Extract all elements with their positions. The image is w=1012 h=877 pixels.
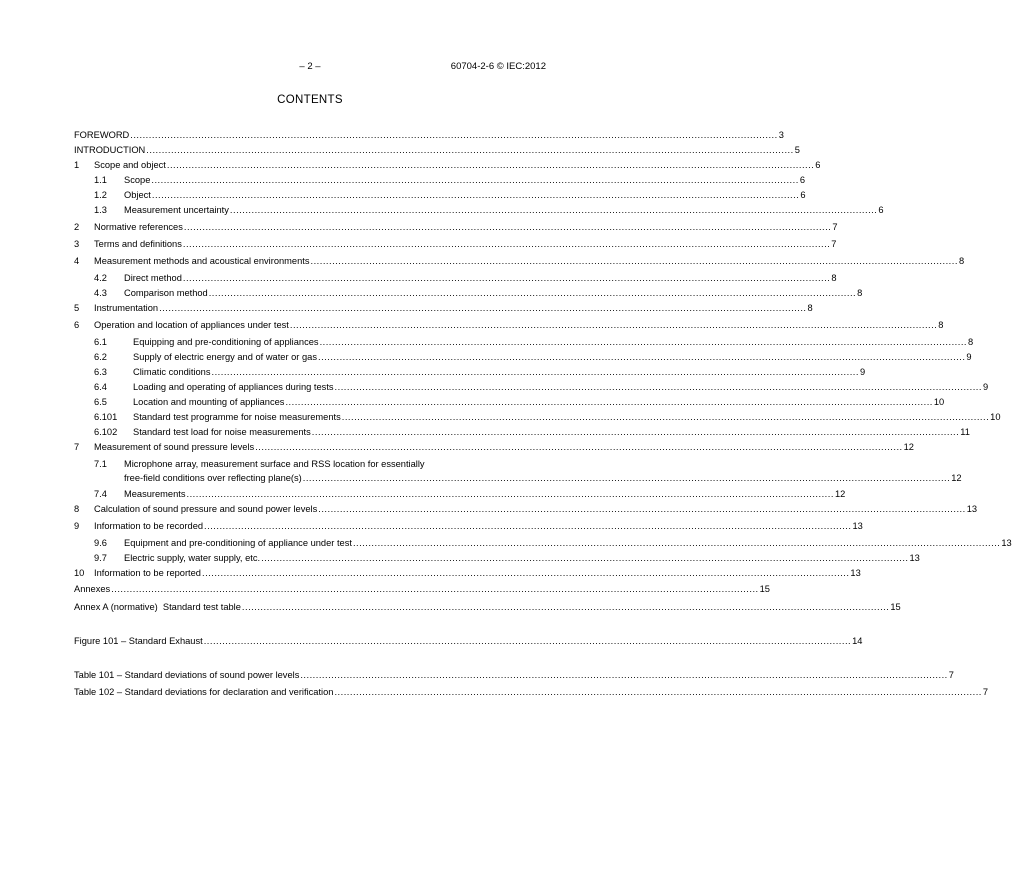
toc-page: 12 — [951, 473, 962, 483]
toc-page: 7 — [831, 239, 837, 249]
toc-text: Standard test load for noise measurements — [133, 427, 311, 437]
toc-text: Equipment and pre-conditioning of appliance under test — [124, 538, 352, 548]
toc-entry-table-102[interactable] — [74, 685, 989, 700]
toc-leader: .................................................................................................................................................................................................................. — [311, 427, 960, 437]
toc-text: Measurement uncertainty — [124, 205, 229, 215]
toc-leader: .................................................................................................................................................................................................................. — [203, 636, 852, 646]
toc-text: Climatic conditions — [133, 367, 211, 377]
toc-page: 8 — [831, 273, 837, 283]
toc-text: Loading and operating of appliances during tests — [133, 382, 334, 392]
toc-number: 6.102 — [94, 427, 118, 437]
toc-entry-table-101[interactable] — [74, 668, 954, 683]
toc-text: Normative references — [94, 222, 183, 232]
toc-text: Object — [124, 190, 151, 200]
toc-number: 6.101 — [94, 412, 118, 422]
toc-text: Figure 101 – Standard Exhaust — [74, 636, 203, 646]
toc-page: 12 — [834, 489, 846, 499]
toc-entry-foreword[interactable] — [74, 128, 784, 143]
toc-number: 6.2 — [94, 352, 107, 362]
toc-leader: .................................................................................................................................................................................................................. — [334, 687, 982, 697]
toc-number: 4 — [74, 256, 80, 266]
toc-page: 13 — [852, 521, 863, 531]
toc-text: Comparison method — [124, 288, 208, 298]
toc-number: 6.4 — [94, 382, 107, 392]
toc-text: Information to be reported — [94, 568, 201, 578]
toc-leader: .................................................................................................................................................................................................................. — [211, 367, 859, 377]
toc-text: Supply of electric energy and of water or gas — [133, 352, 317, 362]
toc-text: Measurement of sound pressure levels — [94, 442, 255, 452]
toc-leader: .................................................................................................................................................................................................................. — [300, 670, 948, 680]
toc-leader: .................................................................................................................................................................................................................. — [229, 205, 878, 215]
toc-text: Annexes — [74, 584, 111, 594]
toc-leader: .................................................................................................................................................................................................................. — [255, 442, 903, 452]
toc-entry-4-3[interactable] — [74, 286, 863, 301]
toc-entry-2[interactable] — [74, 220, 838, 235]
toc-page: 13 — [850, 568, 861, 578]
toc-entry-5[interactable] — [74, 301, 813, 316]
toc-leader: .................................................................................................................................................................................................................. — [146, 145, 794, 155]
toc-leader: .................................................................................................................................................................................................................. — [285, 397, 933, 407]
toc-entry-6-3[interactable] — [74, 365, 866, 380]
toc-entry-1-3[interactable] — [74, 203, 884, 218]
toc-page: 14 — [852, 636, 863, 646]
toc-entry-annexes[interactable] — [74, 582, 770, 597]
toc-leader: .................................................................................................................................................................................................................. — [159, 303, 807, 313]
toc-text: Scope and object — [94, 160, 166, 170]
toc-text: Equipping and pre-conditioning of appliances — [133, 337, 319, 347]
toc-number: 4.3 — [94, 288, 107, 298]
toc-text: Table 101 – Standard deviations of sound power levels — [74, 670, 300, 680]
toc-page: 3 — [778, 130, 784, 140]
toc-number: 1.3 — [94, 205, 107, 215]
toc-number: 8 — [74, 504, 80, 514]
toc-entry-6-4[interactable] — [74, 380, 989, 395]
toc-page: 6 — [878, 205, 884, 215]
toc-page: 8 — [968, 337, 974, 347]
toc-leader: .................................................................................................................................................................................................................. — [352, 538, 1001, 548]
toc-entry-8[interactable] — [74, 502, 978, 517]
toc-text: Annex A (normative) Standard test table — [74, 602, 241, 612]
toc-entry-figure-101[interactable] — [74, 634, 863, 649]
toc-page: 12 — [903, 442, 914, 452]
toc-entry-1[interactable] — [74, 158, 821, 173]
toc-text: Location and mounting of appliances — [133, 397, 285, 407]
toc-entry-1-1[interactable] — [74, 173, 805, 188]
toc-page: 9 — [859, 367, 866, 377]
toc-page: 6 — [800, 190, 806, 200]
page-number: – 2 – — [299, 61, 321, 72]
toc-leader: .................................................................................................................................................................................................................. — [201, 568, 850, 578]
toc-leader: .................................................................................................................................................................................................................. — [151, 175, 799, 185]
toc-leader: .................................................................................................................................................................................................................. — [182, 273, 831, 283]
toc-number: 4.2 — [94, 273, 107, 283]
toc-page: 10 — [990, 412, 1001, 422]
toc-page: 8 — [807, 303, 813, 313]
toc-entry-9[interactable] — [74, 519, 863, 534]
toc-entry-7-4[interactable] — [74, 487, 846, 502]
toc-number: 6.3 — [94, 367, 107, 377]
toc-number: 9.7 — [94, 553, 107, 563]
toc-leader: .................................................................................................................................................................................................................. — [261, 553, 909, 563]
toc-page: 13 — [966, 504, 978, 514]
toc-page: 10 — [933, 397, 945, 407]
toc-text: Terms and definitions — [94, 239, 182, 249]
toc-page: 9 — [966, 352, 972, 362]
toc-entry-6[interactable] — [74, 318, 944, 333]
toc-leader: .................................................................................................................................................................................................................. — [183, 222, 832, 232]
toc-number: 1 — [74, 160, 80, 170]
toc-entry-7-1[interactable] — [74, 457, 962, 485]
toc-leader: .................................................................................................................................................................................................................. — [130, 130, 778, 140]
toc-leader: .................................................................................................................................................................................................................. — [334, 382, 982, 392]
toc-entry-3[interactable] — [74, 237, 837, 252]
toc-entry-4-2[interactable] — [74, 271, 837, 286]
toc-number: 7 — [74, 442, 80, 452]
toc-leader: .................................................................................................................................................................................................................. — [204, 521, 852, 531]
toc-number: 9 — [74, 521, 80, 531]
toc-text-line2 — [124, 472, 962, 485]
toc-number: 2 — [74, 222, 80, 232]
toc-entry-1-2[interactable] — [74, 188, 806, 203]
toc-entry-10[interactable] — [74, 566, 861, 581]
toc-page: 8 — [958, 256, 965, 266]
toc-text: Standard test programme for noise measurements — [133, 412, 341, 422]
toc-leader: .................................................................................................................................................................................................................. — [319, 337, 967, 347]
toc-leader: .................................................................................................................................................................................................................. — [186, 489, 834, 499]
page-title: CONTENTS — [277, 94, 343, 106]
toc-page: 7 — [948, 670, 954, 680]
toc-page: 13 — [1001, 538, 1012, 548]
toc-leader: .................................................................................................................................................................................................................. — [166, 160, 815, 170]
toc-page: 15 — [759, 584, 770, 594]
toc-entry-9-7[interactable] — [74, 551, 920, 566]
toc-entry-introduction[interactable] — [74, 143, 800, 158]
toc-leader: .................................................................................................................................................................................................................. — [310, 256, 958, 266]
toc-leader: .................................................................................................................................................................................................................. — [208, 288, 857, 298]
toc-entry-6-2[interactable] — [74, 350, 972, 365]
toc-text: Direct method — [124, 273, 182, 283]
toc-number: 1.1 — [94, 175, 107, 185]
toc-page: 8 — [857, 288, 863, 298]
toc-leader: .................................................................................................................................................................................................................. — [151, 190, 800, 200]
toc-number: 6.1 — [94, 337, 107, 347]
toc-leader: .................................................................................................................................................................................................................. — [241, 602, 890, 612]
toc-number: 10 — [74, 568, 85, 578]
toc-number: 6 — [74, 320, 80, 330]
toc-page: 13 — [909, 553, 920, 563]
toc-text: Instrumentation — [94, 303, 159, 313]
toc-text: Operation and location of appliances under test — [94, 320, 289, 330]
toc-leader: .................................................................................................................................................................................................................. — [302, 473, 951, 483]
toc-leader: .................................................................................................................................................................................................................. — [341, 412, 990, 422]
toc-entry-annex-a[interactable] — [74, 600, 901, 615]
toc-page: 5 — [794, 145, 800, 155]
toc-leader: .................................................................................................................................................................................................................. — [111, 584, 759, 594]
toc-text: Scope — [124, 175, 151, 185]
toc-entry-6-101[interactable] — [74, 410, 1001, 425]
toc-page: 15 — [890, 602, 901, 612]
toc-text-line2-text: free-field conditions over reflecting plane(s) — [124, 473, 302, 483]
toc-number: 7.4 — [94, 489, 107, 499]
toc-entry-6-5[interactable] — [74, 395, 945, 410]
toc-text: Table 102 – Standard deviations for declaration and verification — [74, 687, 334, 697]
toc-text-line1: Microphone array, measurement surface and RSS location for essentially — [124, 459, 425, 469]
toc-entry-6-1[interactable] — [74, 335, 974, 350]
toc-number: 1.2 — [94, 190, 107, 200]
toc-page: 8 — [938, 320, 944, 330]
toc-text: Measurement methods and acoustical environments — [94, 256, 310, 266]
toc-leader: .................................................................................................................................................................................................................. — [289, 320, 938, 330]
toc-number: 3 — [74, 239, 80, 249]
toc-entry-6-102[interactable] — [74, 425, 970, 440]
toc-text: Calculation of sound pressure and sound power levels — [94, 504, 318, 514]
toc-page: 7 — [982, 687, 989, 697]
toc-leader: .................................................................................................................................................................................................................. — [317, 352, 966, 362]
toc-number: 7.1 — [94, 459, 107, 469]
toc-entry-7[interactable] — [74, 440, 914, 455]
toc-entry-4[interactable] — [74, 254, 965, 269]
toc-entry-9-6[interactable] — [74, 536, 1012, 551]
toc-page: 6 — [815, 160, 821, 170]
table-of-contents — [74, 128, 1012, 700]
toc-page: 6 — [799, 175, 805, 185]
toc-page: 11 — [960, 427, 970, 437]
toc-wrapped-text — [124, 457, 962, 485]
toc-number: 6.5 — [94, 397, 107, 407]
toc-leader: .................................................................................................................................................................................................................. — [182, 239, 831, 249]
toc-number: 9.6 — [94, 538, 107, 548]
toc-text: Measurements — [124, 489, 186, 499]
toc-number: 5 — [74, 303, 80, 313]
toc-page: 9 — [982, 382, 989, 392]
document-reference: 60704-2-6 © IEC:2012 — [450, 61, 546, 72]
toc-text: Information to be recorded — [94, 521, 204, 531]
toc-text: Electric supply, water supply, etc. — [124, 553, 261, 563]
toc-text: FOREWORD — [74, 130, 130, 140]
toc-page: 7 — [832, 222, 838, 232]
toc-text: INTRODUCTION — [74, 145, 146, 155]
toc-leader: .................................................................................................................................................................................................................. — [318, 504, 966, 514]
